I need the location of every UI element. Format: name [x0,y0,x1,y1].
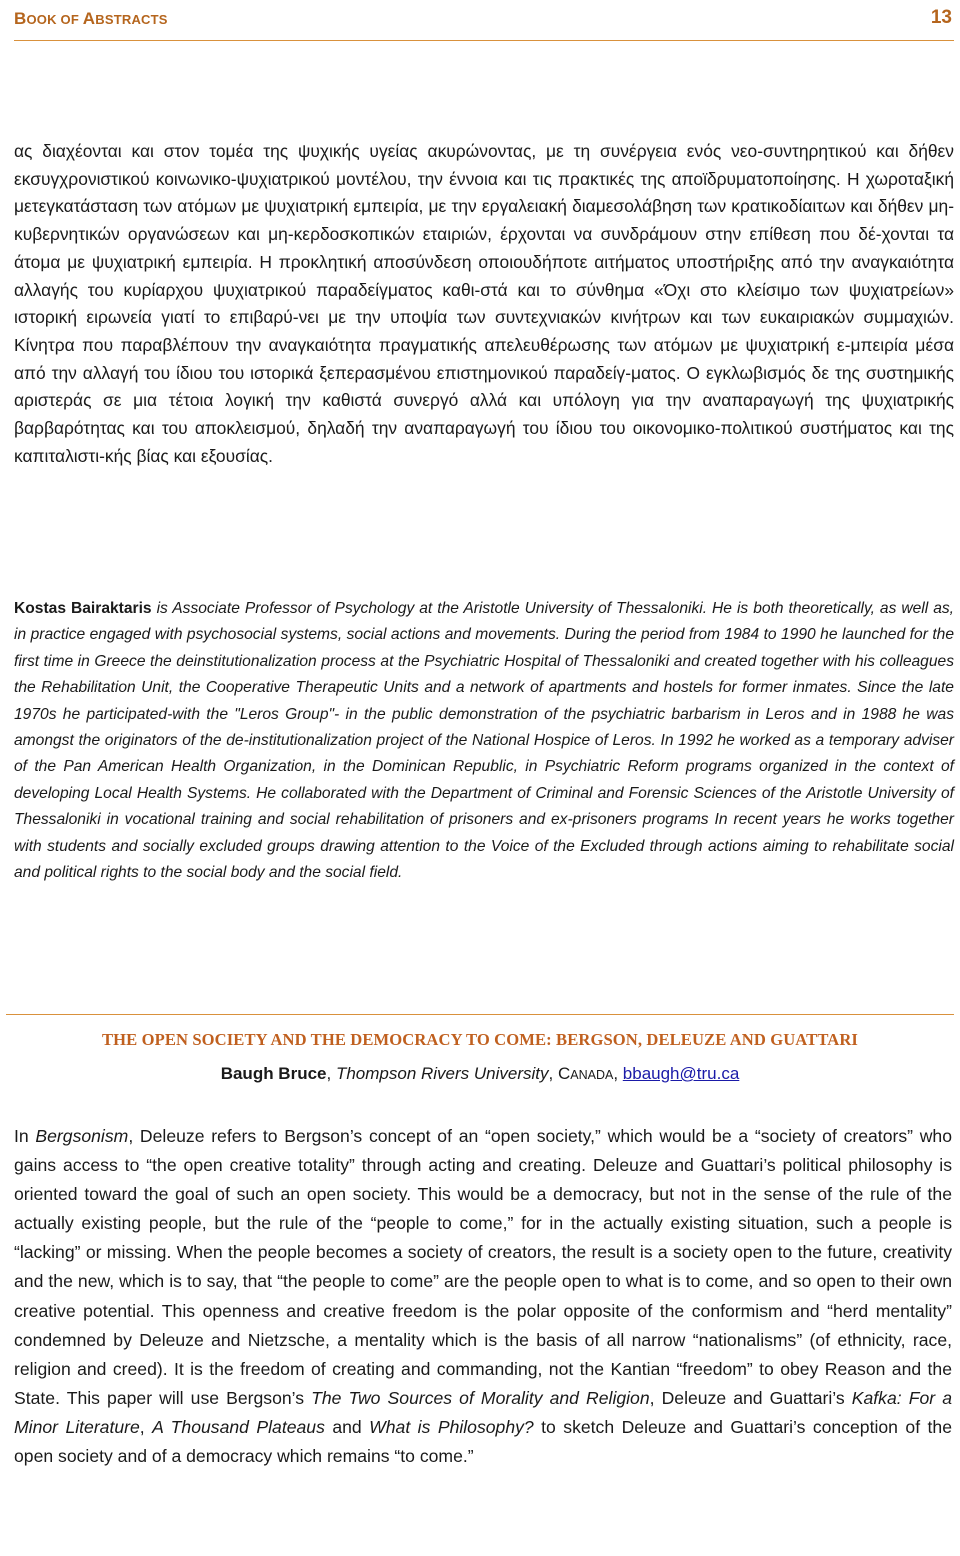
abstract-text-3: , Deleuze and Guattari’s [649,1387,852,1408]
bio-author-name: Kostas Bairaktaris [14,600,152,617]
author-email-link[interactable]: bbaugh@tru.ca [622,1064,740,1083]
abstract-text-6: to sketch Deleuze and Guattari’s conception of the open society and of a democracy which remains “to come.” [14,1416,952,1467]
author-country-initial: C [557,1064,571,1083]
abstract-italic-3: Kafka: For a Minor Literature [14,1387,952,1437]
abstract-italic-1: Bergsonism [35,1126,129,1146]
book-title-initial-1: B [14,9,27,28]
book-title-part-2: BSTRACTS [95,12,168,27]
author-line [0,1064,960,1084]
abstract-italic-2: The Two Sources of Morality and Religion [311,1387,650,1408]
abstract-text-2: , Deleuze refers to Bergson’s concept of an “open society,” which would be a “society of creators” who gains access to “the open creative totality” through acting and creating. Deleuze and Guattari’s political philosophy is oriented toward the goal of such an open society. This would be a democracy, but not in the sense of the rule of the actually existing people, but the rule of the “people to come,” for in the actually existing situation, such a people is “lacking” or missing. When the people becomes a society of creators, the result is a society open to the future, creativity and the new, which is to say, that “the people to come” are the people open to what is to come, and so open to their own creative potential. This openness and creative freedom is the polar opposite of the conformism and “herd mentality” condemned by Deleuze and Nietzsche, a mentality which is the basis of all narrow “nationalisms” (of ethnicity, race, religion and creed). It is the freedom of creating and commanding, not the Kantian “freedom” to obey Reason and the State. This paper will use Bergson’s [14,1126,952,1408]
paper-abstract [14,1122,952,1471]
author-country-rest: ANADA [570,1068,614,1082]
section-divider [6,1014,954,1015]
bio-text: is Associate Professor of Psychology at the Aristotle University of Thessaloniki. He is both theoretically, as well as, in practice engaged with psychosocial systems, social actions and movements. During the period from 1984 to 1990 he launched for the first time in Greece the deinstitutionalization process at the Psychiatric Hospital of Thessaloniki and created together with his colleagues the Rehabilitation Unit, the Cooperative Therapeutic Units and a network of apartments and hostels for former inmates. Since the late 1970s he participated-with the "Leros Group"- in the public demonstration of the psychiatric barbarism in Leros and in 1988 he was amongst the originators of the de-institutionalization project of the National Hospice of Leros. In 1992 he worked as a temporary adviser of the Pan American Health Organization, in the Dominican Republic, in Psychiatric Reform programs organized in the context of developing Local Health Systems. He collaborated with the Department of Criminal and Forensic Sciences of the Aristotle University of Thessaloniki in vocational training and social rehabilitation of prisoners and ex-prisoners programs In recent years he works together with students and socially excluded groups drawing attention to the Voice of the Excluded through actions aiming to rehabilitate social and political rights to the social body and the social field. [14,600,954,882]
author-bio [14,596,954,886]
greek-abstract-paragraph: ας διαχέονται και στον τομέα της ψυχικής υγείας ακυρώνοντας, με τη συνέργεια ενός νεο-συντηρητικού και δήθεν εκσυγχρονιστικού κοινωνικο-ψυχιατρικού μοντέλου, την έννοια και τις πρακτικές της αποϊδρυματοποίησης. Η χωροταξική μετεγκατάσταση των ατόμων με ψυχιατρική εμπειρία, με την εργαλειακή διαμεσολάβηση των κρατικοδίαιτων και δήθεν μη-κυβερνητικών οργανώσεων και μη-κερδοσκοπικών εταιριών, έρχονται να συνδράμουν στην επίθεση που δέ-χονται τα άτομα με ψυχιατρική εμπειρία. Η προκλητική αποσύνδεση οποιουδήποτε αιτήματος υποστήριξης από την αναγκαιότητα αλλαγής του κυρίαρχου ψυχιατρικού παραδείγματος καθι-στά και το σύνθημα «Όχι στο κλείσιμο των ψυχιατρείων» ιστορική ειρωνεία γιατί το επιβαρύ-νει με την υποψία των συντεχνιακών κινήτρων και των ευκαιριακών συμμαχιών. Κίνητρα που παραβλέπουν την αναγκαιότητα πραγματικής απελευθέρωσης των ατόμων με ψυχιατρική ε-μπειρία μέσα από την αλλαγή του ίδιου του ιστορικά ξεπερασμένου επιστημονικού παραδείγ-ματος. Ο εγκλωβισμός δε της συστημικής αριστεράς σε μια τέτοια λογική την καθιστά συνεργό αλλά και υπόλογη για την αναπαραγωγή της ψυχιατρικής βαρβαρότητας και του αποκλεισμού, δηλαδή την αναπαραγωγή του ίδιου του οικονομικο-πολιτικού συστήματος και της καπιταλιστι-κής βίας και εξουσίας. [14,141,954,466]
author-sep-1: , [326,1064,336,1083]
paper-title: THE OPEN SOCIETY AND THE DEMOCRACY TO COME: BERGSON, DELEUZE AND GUATTARI [102,1030,858,1049]
author-sep-3: , [613,1064,623,1083]
abstract-text-5: and [324,1416,370,1437]
abstract-text-4: , [139,1416,153,1437]
author-name: Baugh Bruce [220,1064,327,1083]
author-sep-2: , [548,1064,558,1083]
author-affiliation: Thompson Rivers University [335,1064,549,1083]
page-header [14,0,954,41]
abstract-italic-4: A Thousand Plateaus [152,1416,325,1437]
abstract-italic-5: What is Philosophy? [369,1416,534,1437]
book-title [14,9,168,29]
abstract-text-1: In [14,1126,36,1146]
page-number: 13 [930,7,952,28]
book-title-part-1: OOK OF [26,12,83,27]
book-title-initial-2: A [82,9,96,28]
